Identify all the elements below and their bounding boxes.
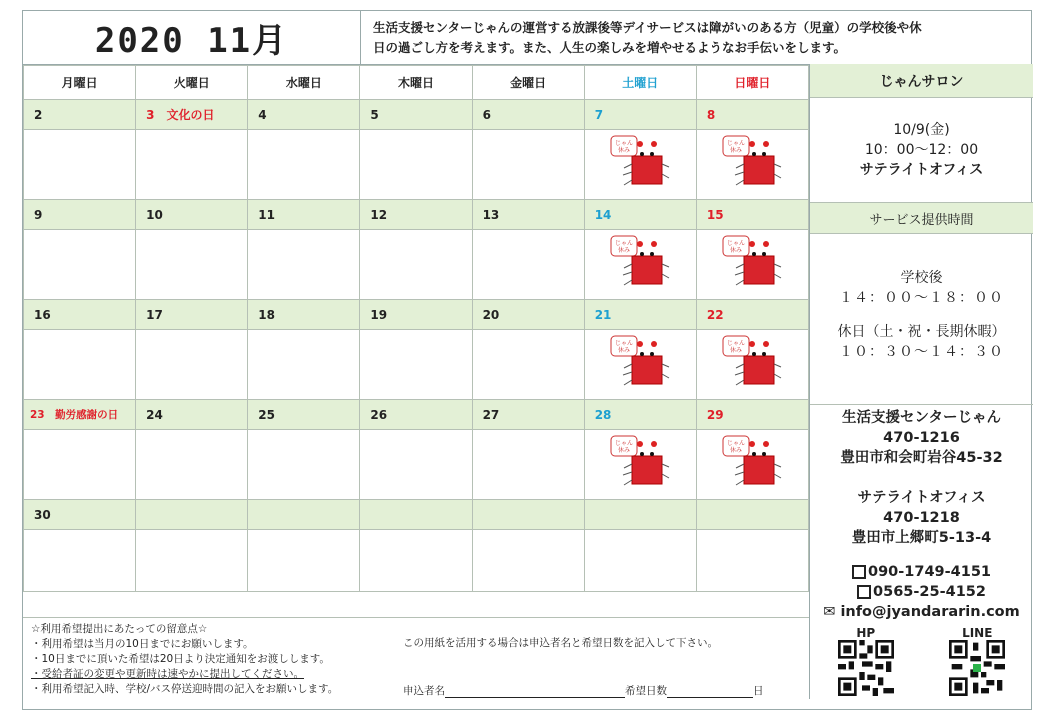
day-cell-sat: 21 (584, 300, 696, 330)
qr-codes (810, 626, 1033, 699)
days-unit: 日 (753, 685, 764, 697)
day-cell-sun: 15 (696, 200, 808, 230)
intro-line-1: 生活支援センターじゃんの運営する放課後等デイサービスは障がいのある方（児童）の学校後や休 (373, 20, 922, 35)
weekday-mon: 月曜日 (24, 66, 136, 100)
service-title: サービス提供時間 (810, 202, 1033, 234)
note-4: ・利用希望記入時、学校/バス停送迎時間の記入をお願いします。 (31, 683, 339, 695)
day-cell: 30 (24, 500, 136, 530)
day-cell: 24 (136, 400, 248, 430)
email-address: info@jyandararin.com (840, 604, 1020, 620)
salon-title: じゃんサロン (810, 64, 1033, 98)
svg-text:休み: 休み (730, 347, 743, 354)
weekday-thu: 木曜日 (360, 66, 472, 100)
notes-heading: ☆利用希望提出にあたっての留意点☆ (31, 623, 208, 635)
week-4-dates (24, 400, 809, 430)
day-cell: 27 (472, 400, 584, 430)
day-cell (584, 500, 696, 530)
applicant-name-field[interactable] (445, 684, 625, 698)
mobile-row (810, 562, 1033, 582)
intro-line-2: 日の過ごし方を考えます。また、人生の楽しみを増やせるようなお手伝いをします。 (373, 40, 847, 55)
day-cell: 16 (24, 300, 136, 330)
week-1-body (24, 130, 809, 200)
satellite-name: サテライトオフィス (857, 490, 986, 506)
weekday-sun: 日曜日 (696, 66, 808, 100)
svg-text:休み: 休み (730, 247, 743, 254)
day-cell: 19 (360, 300, 472, 330)
intro-text (363, 11, 1033, 64)
week-4-body (24, 430, 809, 500)
salon-place: サテライトオフィス (859, 162, 984, 178)
day-cell-sun: 8 (696, 100, 808, 130)
calendar-grid (23, 64, 809, 592)
day-cell (696, 500, 808, 530)
mobile-number: 090-1749-4151 (867, 564, 992, 580)
after-school-label: 学校後 (900, 270, 943, 286)
fax-number: 0565-25-4152 (873, 584, 986, 600)
day-cell: 11 (248, 200, 360, 230)
day-cell-holiday: 3 文化の日 (136, 100, 248, 130)
day-cell: 6 (472, 100, 584, 130)
service-hours (810, 234, 1033, 404)
day-cell-sat: 28 (584, 400, 696, 430)
weekday-wed: 水曜日 (248, 66, 360, 100)
note-3: ・受給者証の変更や更新時は速やかに提出してください。 (31, 668, 304, 680)
week-5-body (24, 530, 809, 592)
svg-text:じゃん: じゃん (727, 140, 746, 147)
holiday-label: 休日（土・祝・長期休暇） (837, 324, 1006, 340)
day-cell: 20 (472, 300, 584, 330)
salon-time: 10：00～12：00 (864, 142, 979, 158)
crab-closed-icon (722, 134, 782, 192)
days-field[interactable] (667, 684, 753, 698)
week-3-dates (24, 300, 809, 330)
org-name: 生活支援センターじゃん (842, 410, 1001, 426)
day-cell: 2 (24, 100, 136, 130)
svg-text:休み: 休み (618, 147, 631, 154)
svg-text:じゃん: じゃん (727, 240, 746, 247)
crab-closed-icon (610, 434, 670, 492)
svg-text:休み: 休み (618, 247, 631, 254)
day-cell: 10 (136, 200, 248, 230)
svg-text:じゃん: じゃん (615, 240, 634, 247)
applicant-label: 申込者名 (403, 685, 445, 697)
org-address: 豊田市和会町岩谷45-32 (840, 450, 1003, 466)
line-qr-code (949, 640, 1005, 696)
form-note: この用紙を活用する場合は申込者名と希望日数を記入して下さい。 (403, 637, 718, 649)
day-cell (248, 500, 360, 530)
days-label: 希望日数 (625, 685, 667, 697)
day-cell-sat: 7 (584, 100, 696, 130)
day-cell (472, 500, 584, 530)
day-cell: 13 (472, 200, 584, 230)
crab-closed-icon (610, 134, 670, 192)
application-fields (403, 684, 764, 699)
svg-text:休み: 休み (730, 447, 743, 454)
hp-label: HP (856, 626, 876, 640)
crab-closed-icon (610, 334, 670, 392)
weekday-sat: 土曜日 (584, 66, 696, 100)
crab-closed-icon (722, 234, 782, 292)
satellite-address: 豊田市上郷町5-13-4 (851, 530, 992, 546)
fax-row (810, 582, 1033, 602)
week-2-body (24, 230, 809, 300)
day-cell: 17 (136, 300, 248, 330)
notes-section (23, 617, 809, 711)
crab-closed-icon (722, 434, 782, 492)
week-3-body (24, 330, 809, 400)
svg-text:休み: 休み (618, 447, 631, 454)
email-row (810, 602, 1033, 622)
contact-block (810, 404, 1033, 622)
day-cell (136, 500, 248, 530)
crab-closed-icon (722, 334, 782, 392)
phone-icon (852, 565, 866, 579)
org-zip: 470-1216 (883, 430, 960, 446)
sidebar (809, 64, 1033, 699)
week-2-dates (24, 200, 809, 230)
svg-text:休み: 休み (618, 347, 631, 354)
day-cell: 5 (360, 100, 472, 130)
day-cell: 9 (24, 200, 136, 230)
svg-text:じゃん: じゃん (615, 440, 634, 447)
day-cell: 25 (248, 400, 360, 430)
mail-icon: ✉ (823, 604, 841, 620)
hp-qr[interactable] (838, 626, 894, 699)
day-cell: 26 (360, 400, 472, 430)
holiday-time: １０：３０～１４：３０ (839, 344, 1004, 360)
salon-info (810, 98, 1033, 202)
day-cell: 18 (248, 300, 360, 330)
after-school-time: １４：００～１８：００ (839, 290, 1004, 306)
day-cell-sat: 14 (584, 200, 696, 230)
day-cell-sun: 22 (696, 300, 808, 330)
note-1: ・利用希望は当月の10日までにお願いします。 (31, 638, 254, 650)
fax-icon (857, 585, 871, 599)
salon-date: 10/9(金) (893, 122, 950, 138)
svg-text:じゃん: じゃん (615, 140, 634, 147)
satellite-zip: 470-1218 (883, 510, 960, 526)
line-label: LINE (962, 626, 993, 640)
line-qr[interactable] (949, 626, 1005, 699)
day-cell-sun: 29 (696, 400, 808, 430)
note-2: ・10日までに頂いた希望は20日より決定通知をお渡しします。 (31, 653, 330, 665)
day-cell: 12 (360, 200, 472, 230)
week-5-dates (24, 500, 809, 530)
calendar-sheet (22, 10, 1032, 710)
page-title: 2020 11月 (23, 11, 361, 64)
day-cell-holiday: 23 勤労感謝の日 (24, 400, 136, 430)
day-cell: 4 (248, 100, 360, 130)
weekday-fri: 金曜日 (472, 66, 584, 100)
svg-text:じゃん: じゃん (727, 340, 746, 347)
svg-text:休み: 休み (730, 147, 743, 154)
svg-text:じゃん: じゃん (615, 340, 634, 347)
crab-closed-icon (610, 234, 670, 292)
weekday-header-row (24, 66, 809, 100)
weekday-tue: 火曜日 (136, 66, 248, 100)
hp-qr-code (838, 640, 894, 696)
week-1-dates (24, 100, 809, 130)
svg-text:じゃん: じゃん (727, 440, 746, 447)
day-cell (360, 500, 472, 530)
